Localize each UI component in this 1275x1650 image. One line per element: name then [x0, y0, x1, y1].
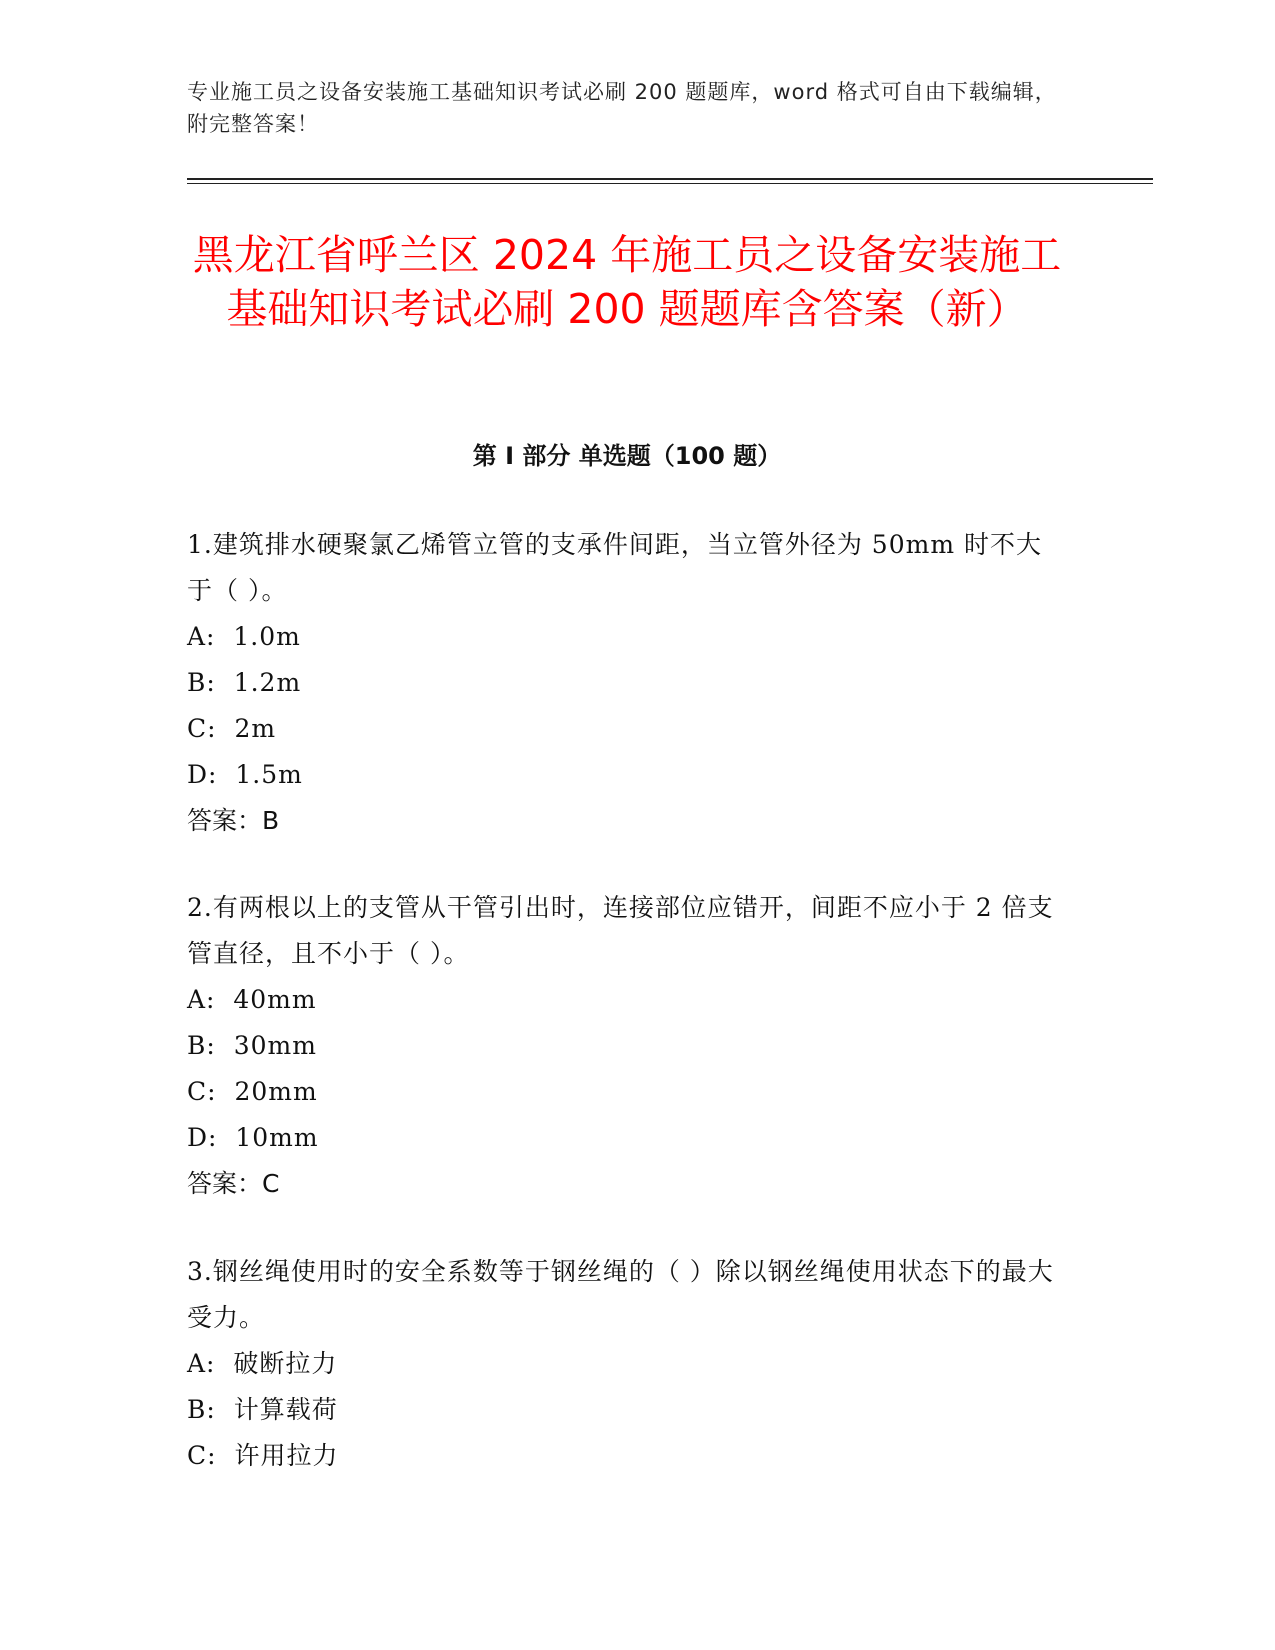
question-3 [187, 1249, 1067, 1479]
option-b: B: 计算载荷 [187, 1395, 338, 1424]
header-note: 专业施工员之设备安装施工基础知识考试必刷 200 题题库，word 格式可自由下载编辑，附完整答案！ [187, 80, 1057, 136]
question-stem: 3.钢丝绳使用时的安全系数等于钢丝绳的（ ）除以钢丝绳使用状态下的最大受力。 [187, 1257, 1054, 1332]
header-divider-thick [187, 178, 1153, 180]
question-stem: 2.有两根以上的支管从干管引出时，连接部位应错开，间距不应小于 2 倍支管直径，且不小于（ ）。 [187, 893, 1054, 968]
answer: 答案：B [187, 806, 280, 835]
option-b: B: 30mm [187, 1031, 317, 1060]
document-title: 黑龙江省呼兰区 2024 年施工员之设备安装施工基础知识考试必刷 200 题题库含答案（新） [192, 231, 1062, 333]
option-c: C: 许用拉力 [187, 1441, 339, 1470]
question-2 [187, 885, 1067, 1207]
option-a: A: 破断拉力 [187, 1349, 338, 1378]
question-stem: 1.建筑排水硬聚氯乙烯管立管的支承件间距，当立管外径为 50mm 时不大于（ ）。 [187, 530, 1042, 605]
section-title: 第 I 部分 单选题（100 题） [472, 442, 782, 470]
option-c: C: 2m [187, 714, 277, 743]
option-b: B: 1.2m [187, 668, 302, 697]
option-d: D: 10mm [187, 1123, 319, 1152]
option-a: A: 40mm [187, 985, 317, 1014]
option-a: A: 1.0m [187, 622, 301, 651]
option-c: C: 20mm [187, 1077, 318, 1106]
option-d: D: 1.5m [187, 760, 303, 789]
header-divider-thin [187, 183, 1153, 184]
answer: 答案：C [187, 1169, 280, 1198]
question-1 [187, 522, 1067, 844]
